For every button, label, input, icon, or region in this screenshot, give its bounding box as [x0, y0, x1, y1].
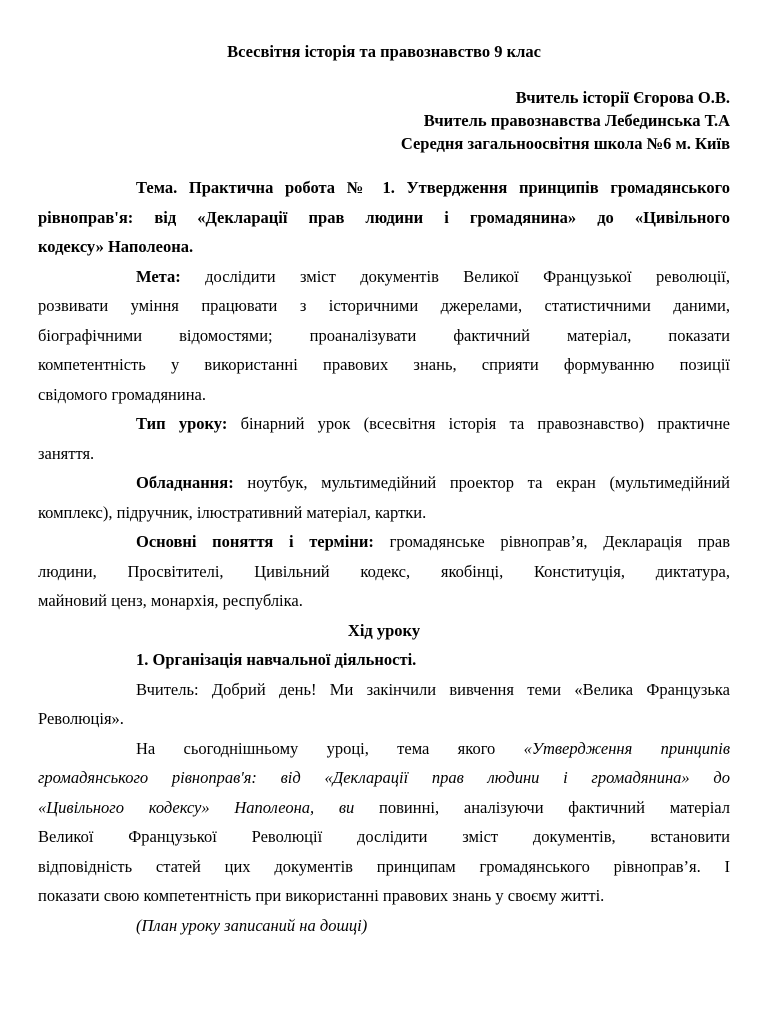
today-line-5: відповідність статей цих документів принципам громадянського рівноправ’я. І: [38, 856, 730, 876]
today-line-3: «Цивільного кодексу» Наполеона, ви повинні, аналізуючи фактичний матеріал: [38, 797, 730, 817]
concepts-line-3: майновий ценз, монархія, республіка.: [38, 591, 303, 610]
concepts-line-2: людини, Просвітителі, Цивільний кодекс, якобінці, Конституція, диктатура,: [38, 561, 730, 581]
goal-line-4: компетентність у використанні правових знань, сприяти формуванню позиції: [38, 355, 730, 374]
section-1-heading: 1. Організація навчальної діяльності.: [136, 650, 417, 669]
equipment-line-2: комплекс), підручник, ілюстративний матеріал, картки.: [38, 502, 427, 522]
today-line-2: громадянського рівноправ'я: від «Декларації прав людини і громадянина» до: [38, 768, 730, 787]
topic-line-1: Тема. Практична робота № 1. Утвердження принципів громадянського: [136, 178, 731, 197]
history-teacher: Вчитель історії Єгорова О.В.: [515, 88, 730, 107]
equipment-line-1: Обладнання: ноутбук, мультимедійний проектор та екран (мультимедійний: [136, 473, 730, 492]
today-line-6: показати свою компетентність при використанні правових знань у своєму житті.: [38, 886, 605, 905]
goal-line-5: свідомого громадянина.: [38, 384, 206, 404]
today-line-1: На сьогоднішньому уроці, тема якого «Утвердження принципів: [136, 738, 730, 758]
document-title: Всесвітня історія та правознавство 9 клас: [227, 42, 541, 61]
goal-line-3: біографічними відомостями; проаналізувати фактичний матеріал, показати: [38, 325, 730, 345]
today-line-4: Великої Французької Революції дослідити зміст документів, встановити: [38, 827, 730, 846]
concepts-line-1: Основні поняття і терміни: громадянське рівноправ’я, Декларація прав: [136, 532, 730, 551]
equipment-label: Обладнання:: [136, 473, 234, 492]
lesson-type-line-1: Тип уроку: бінарний урок (всесвітня історія та правознавство) практичне: [136, 414, 731, 433]
document-page: [38, 42, 730, 940]
lesson-heading: Хід уроку: [347, 620, 421, 640]
concepts-label: Основні поняття і терміни:: [136, 532, 374, 551]
plan-note: (План уроку записаний на дошці): [136, 915, 368, 935]
greeting-line-2: Революція».: [38, 709, 124, 728]
greeting-line-1: Вчитель: Добрий день! Ми закінчили вивчення теми «Велика Французька: [136, 679, 730, 699]
law-teacher: Вчитель правознавства Лебединська Т.А: [423, 111, 730, 130]
topic-line-3: кодексу» Наполеона.: [38, 237, 194, 256]
topic-label: Тема.: [136, 178, 178, 197]
goal-line-1: Мета: дослідити зміст документів Великої Французької революції,: [136, 266, 731, 286]
topic-line-2: рівноправ'я: від «Декларації прав людини і громадянина» до «Цивільного: [38, 207, 730, 227]
lesson-type-label: Тип уроку:: [136, 414, 228, 433]
teacher-info: [38, 86, 730, 155]
lesson-type-line-2: заняття.: [38, 443, 95, 463]
goal-line-2: розвивати уміння працювати з історичними джерелами, статистичними даними,: [38, 296, 730, 315]
goal-label: Мета:: [136, 266, 181, 286]
school-name: Середня загальноосвітня школа №6 м. Київ: [400, 134, 730, 153]
